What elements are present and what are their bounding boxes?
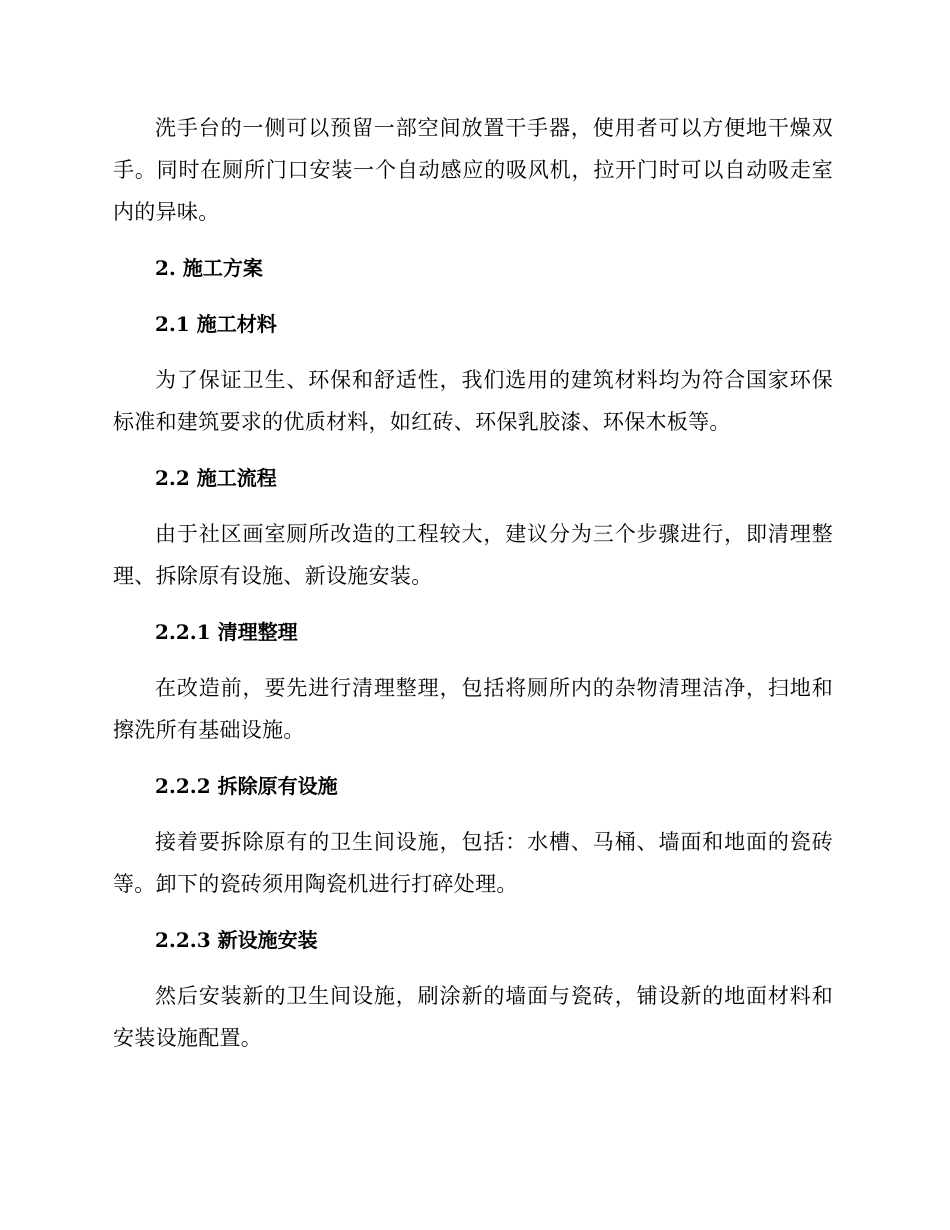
subsection-heading-demolition: 2.2.2 拆除原有设施: [155, 774, 338, 798]
document-body: [113, 107, 833, 1073]
subsection-heading-cleanup: 2.2.1 清理整理: [155, 620, 298, 644]
section-heading-construction-plan: 2. 施工方案: [155, 256, 263, 280]
paragraph-cleanup: 在改造前，要先进行清理整理，包括将厕所内的杂物清理洁净，扫地和擦洗所有基础设施。: [113, 676, 833, 742]
subsection-heading-process: 2.2 施工流程: [155, 466, 277, 490]
paragraph-materials: 为了保证卫生、环保和舒适性，我们选用的建筑材料均为符合国家环保标准和建筑要求的优质材料，如红砖、环保乳胶漆、环保木板等。: [113, 368, 833, 434]
paragraph-installation: 然后安装新的卫生间设施，刷涂新的墙面与瓷砖，铺设新的地面材料和安装设施配置。: [113, 984, 833, 1050]
paragraph-hand-dryer: 洗手台的一侧可以预留一部空间放置干手器，使用者可以方便地干燥双手。同时在厕所门口安装一个自动感应的吸风机，拉开门时可以自动吸走室内的异味。: [113, 116, 833, 224]
subsection-heading-materials: 2.1 施工材料: [155, 312, 277, 336]
paragraph-demolition: 接着要拆除原有的卫生间设施，包括：水槽、马桶、墙面和地面的瓷砖等。卸下的瓷砖须用陶瓷机进行打碎处理。: [113, 830, 833, 896]
subsection-heading-installation: 2.2.3 新设施安装: [155, 928, 318, 952]
paragraph-process: 由于社区画室厕所改造的工程较大，建议分为三个步骤进行，即清理整理、拆除原有设施、新设施安装。: [113, 522, 833, 588]
